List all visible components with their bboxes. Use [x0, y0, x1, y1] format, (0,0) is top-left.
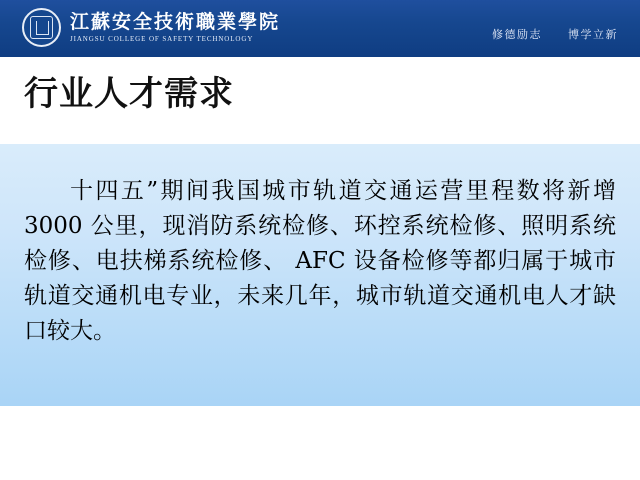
body-paragraph: 十四五”期间我国城市轨道交通运营里程数将新增 3000 公里，现消防系统检修、环控系统检修、照明系统检修、电扶梯系统检修、 AFC 设备检修等都归属于城市轨道交通机电专业，未来几年，城市轨道交通机电人才缺口较大。 [24, 178, 616, 344]
motto-right: 博学立新 [568, 28, 618, 41]
college-emblem-icon [22, 8, 61, 47]
college-logo [22, 8, 280, 47]
college-name-cn: 江蘇安全技術職業學院 [70, 10, 281, 33]
college-name-en: JIANGSU COLLEGE OF SAFETY TECHNOLOGY [70, 34, 254, 43]
header-inner [0, 0, 640, 57]
content-panel [0, 144, 640, 406]
page-title: 行业人才需求 [24, 74, 234, 114]
college-motto [492, 26, 618, 42]
motto-left: 修德励志 [492, 28, 542, 41]
slide-header-bar [0, 0, 640, 57]
college-logo-text [70, 10, 281, 43]
